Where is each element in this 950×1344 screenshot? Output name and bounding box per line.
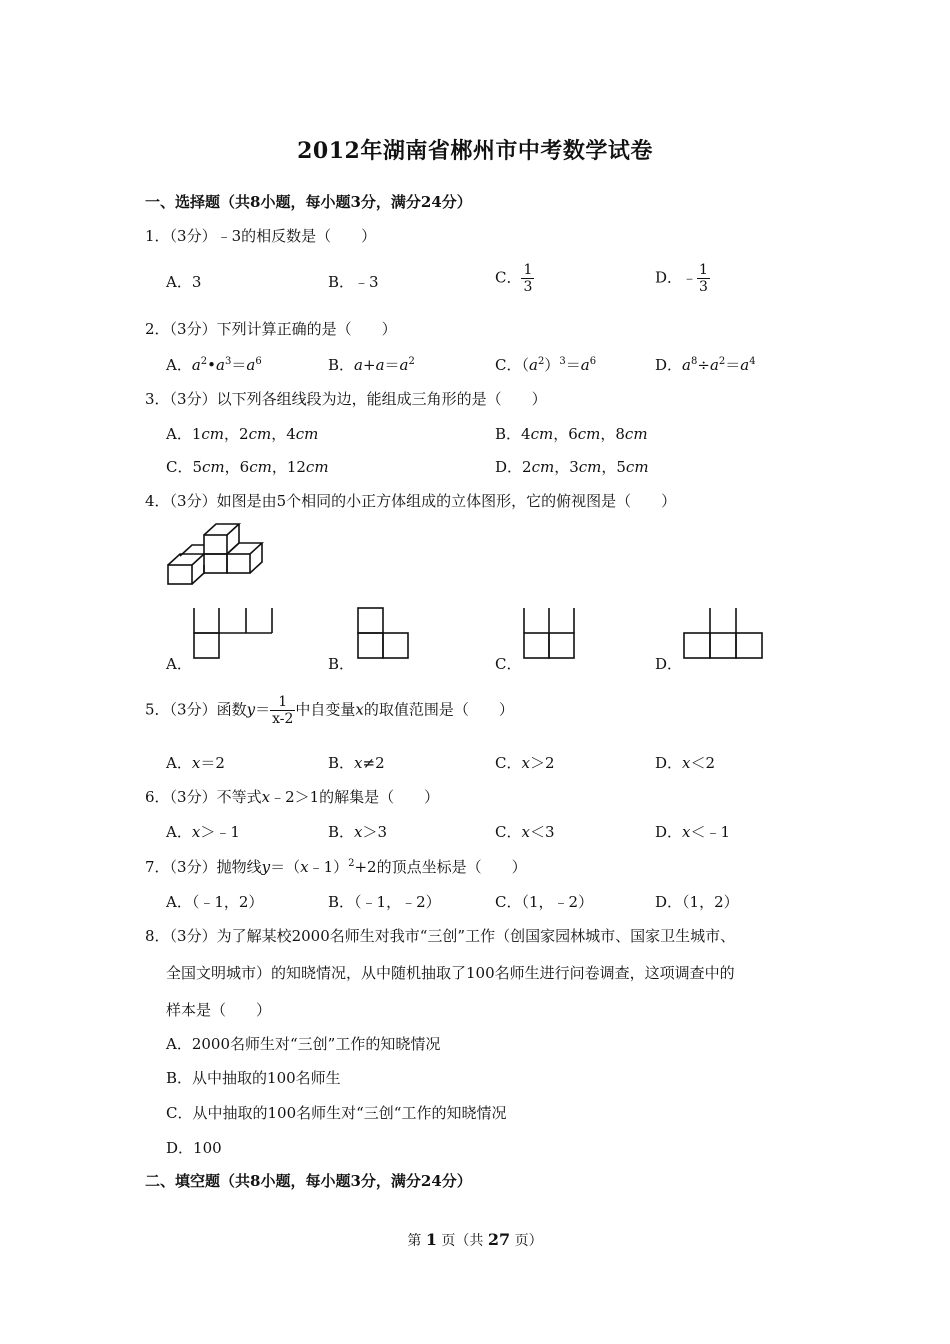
unit: cm bbox=[577, 425, 601, 443]
option-label: A． bbox=[166, 823, 192, 841]
q1-option-d bbox=[655, 262, 710, 295]
fraction-denominator: x-2 bbox=[272, 711, 294, 727]
num: ，5 bbox=[601, 458, 626, 476]
operator: + bbox=[362, 356, 376, 374]
q8-option-c: C．从中抽取的100名师生对“三创“工作的知晓情况 bbox=[166, 1104, 507, 1122]
var: x bbox=[682, 754, 691, 772]
stem-text: ﹣2＞1的解集是（ ） bbox=[270, 788, 440, 806]
option-label: A． bbox=[166, 356, 192, 374]
stem-text: ﹣1） bbox=[308, 858, 349, 876]
var: y bbox=[261, 858, 271, 876]
minus-sign: ﹣ bbox=[682, 268, 698, 287]
var: y bbox=[246, 700, 256, 719]
option-label: D． bbox=[655, 356, 683, 374]
fraction-numerator: 1 bbox=[699, 262, 708, 278]
option-label: B． bbox=[328, 823, 355, 841]
num: ，6 bbox=[224, 458, 250, 476]
var: x bbox=[521, 823, 530, 841]
question-1-stem: 1．（3分）﹣3的相反数是（ ） bbox=[145, 227, 377, 245]
option-label: C． bbox=[495, 823, 522, 841]
q3-option-d bbox=[495, 456, 649, 477]
section-2-heading: 二、填空题（共8小题，每小题3分，满分24分） bbox=[145, 1172, 472, 1190]
fraction-denominator: 3 bbox=[523, 279, 533, 295]
option-text: ＜2 bbox=[690, 754, 716, 772]
operator: • bbox=[207, 356, 217, 374]
var: a bbox=[191, 356, 201, 374]
stem-text: 7．（3分）抛物线 bbox=[145, 858, 262, 876]
section-1-heading: 一、选择题（共8小题，每小题3分，满分24分） bbox=[145, 193, 472, 211]
footer-text: 页） bbox=[510, 1233, 543, 1249]
var: x bbox=[191, 754, 201, 772]
option-text: ＞3 bbox=[362, 823, 388, 841]
exponent: 2 bbox=[348, 858, 355, 869]
var: a bbox=[529, 356, 538, 374]
cube-figure bbox=[164, 518, 274, 588]
page-number: 1 bbox=[425, 1230, 437, 1249]
unit: cm bbox=[624, 425, 648, 443]
fraction-numerator: 1 bbox=[270, 694, 295, 711]
stem-text: +2的顶点坐标是（ ） bbox=[354, 858, 527, 876]
q1-option-c bbox=[495, 262, 534, 295]
unit: cm bbox=[305, 458, 329, 476]
q7-option-d: D．（1，2） bbox=[655, 893, 739, 911]
stem-text: 5．（3分）函数 bbox=[145, 700, 247, 719]
q4-option-a: A． bbox=[166, 655, 192, 673]
footer-text: 页（共 bbox=[436, 1233, 488, 1249]
question-7-stem bbox=[145, 856, 527, 877]
q5-option-c bbox=[495, 752, 555, 773]
q3-option-b bbox=[495, 423, 648, 444]
q6-option-b bbox=[328, 821, 387, 842]
exponent: 2 bbox=[718, 356, 726, 367]
option-label: D． bbox=[655, 823, 683, 841]
q2-option-b bbox=[328, 354, 415, 375]
q4-option-b: B． bbox=[328, 655, 355, 673]
stem-text: 的取值范围是（ ） bbox=[363, 700, 514, 719]
paren: ） bbox=[544, 356, 560, 374]
q1-option-a: A．3 bbox=[166, 273, 202, 291]
var: x bbox=[300, 858, 309, 876]
num: ，4 bbox=[271, 425, 296, 443]
exponent: 4 bbox=[749, 356, 756, 367]
option-text: ＞2 bbox=[529, 754, 555, 772]
stem-text: ＝（ bbox=[270, 858, 301, 876]
unit: cm bbox=[625, 458, 649, 476]
q2-option-a bbox=[166, 354, 262, 375]
option-label: B． bbox=[328, 754, 355, 772]
unit: cm bbox=[295, 425, 319, 443]
option-text: ＝2 bbox=[200, 754, 225, 772]
q1-fraction-d bbox=[697, 262, 710, 295]
q4-option-d: D． bbox=[655, 655, 683, 673]
q4-option-b-figure bbox=[356, 606, 412, 660]
unit: cm bbox=[249, 458, 272, 476]
var: x bbox=[261, 788, 271, 806]
question-6-stem bbox=[145, 786, 439, 807]
q1-option-d-label: D． bbox=[655, 268, 683, 287]
q4-option-a-figure bbox=[192, 606, 276, 660]
exponent: 2 bbox=[408, 356, 415, 367]
q8-option-d: D．100 bbox=[166, 1139, 222, 1157]
num: 1 bbox=[191, 425, 202, 443]
question-8-line-2: 全国文明城市）的知晓情况，从中随机抽取了100名师生进行问卷调查，这项调查中的 bbox=[166, 964, 735, 982]
q5-option-a bbox=[166, 752, 225, 773]
num: 4 bbox=[521, 425, 531, 443]
question-3-stem: 3．（3分）以下列各组线段为边，能组成三角形的是（ ） bbox=[145, 390, 547, 408]
var: x bbox=[682, 823, 691, 841]
num: ，8 bbox=[600, 425, 625, 443]
q6-option-d bbox=[655, 821, 730, 842]
unit: cm bbox=[578, 458, 602, 476]
q6-option-c bbox=[495, 821, 555, 842]
question-5-stem bbox=[145, 694, 514, 727]
var: x bbox=[521, 754, 530, 772]
page-footer bbox=[0, 1230, 950, 1250]
option-text: ＜﹣1 bbox=[690, 823, 731, 841]
unit: cm bbox=[531, 458, 555, 476]
q1-option-c-label: C． bbox=[495, 268, 522, 287]
q6-option-a bbox=[166, 821, 240, 842]
option-label: D． bbox=[495, 458, 523, 476]
q7-option-a: A．（﹣1，2） bbox=[166, 893, 264, 911]
q4-option-c: C． bbox=[495, 655, 522, 673]
num: ，3 bbox=[554, 458, 579, 476]
option-label: B． bbox=[495, 425, 522, 443]
option-text: ＞﹣1 bbox=[200, 823, 240, 841]
total-pages: 27 bbox=[487, 1230, 511, 1249]
operator: ÷ bbox=[697, 356, 710, 374]
var: a bbox=[375, 356, 385, 374]
page-title: 2012年湖南省郴州市中考数学试卷 bbox=[297, 138, 653, 164]
var: x bbox=[355, 700, 364, 719]
footer-text: 第 bbox=[407, 1233, 426, 1249]
q7-option-b: B．（﹣1，﹣2） bbox=[328, 893, 441, 911]
var: a bbox=[740, 356, 750, 374]
unit: cm bbox=[530, 425, 554, 443]
q2-option-d bbox=[655, 354, 756, 375]
q4-option-c-figure bbox=[522, 606, 578, 660]
paren: （ bbox=[521, 356, 529, 374]
unit: cm bbox=[201, 425, 225, 443]
q8-option-b: B．从中抽取的100名师生 bbox=[166, 1069, 341, 1087]
operator: ＝ bbox=[725, 356, 741, 374]
var: a bbox=[246, 356, 256, 374]
operator: ＝ bbox=[384, 356, 400, 374]
option-label: D． bbox=[655, 754, 683, 772]
q4-option-d-figure bbox=[682, 606, 766, 660]
exponent: 2 bbox=[537, 356, 545, 367]
operator: ＝ bbox=[255, 700, 271, 719]
q3-option-a bbox=[166, 423, 318, 444]
option-label: B． bbox=[328, 356, 355, 374]
operator: ＝ bbox=[231, 356, 247, 374]
option-text: ＜3 bbox=[529, 823, 555, 841]
num: ，2 bbox=[224, 425, 249, 443]
question-8-line-1: 8．（3分）为了解某校2000名师生对我市“三创”工作（创国家园林城市、国家卫生城市、 bbox=[145, 927, 736, 945]
var: a bbox=[216, 356, 225, 374]
q5-option-d bbox=[655, 752, 715, 773]
option-label: C． bbox=[495, 356, 522, 374]
option-label: A． bbox=[166, 425, 192, 443]
q2-option-c bbox=[495, 354, 596, 375]
fraction-denominator: 3 bbox=[699, 279, 708, 295]
var: a bbox=[399, 356, 409, 374]
exponent: 3 bbox=[559, 356, 566, 367]
unit: cm bbox=[202, 458, 225, 476]
exponent: 6 bbox=[589, 356, 597, 367]
option-text: ≠2 bbox=[362, 754, 385, 772]
var: x bbox=[191, 823, 201, 841]
var: x bbox=[354, 823, 363, 841]
var: a bbox=[682, 356, 691, 374]
option-label: C． bbox=[495, 754, 522, 772]
stem-text: 6．（3分）不等式 bbox=[145, 788, 262, 806]
q8-option-a: A．2000名师生对“三创”工作的知晓情况 bbox=[166, 1035, 441, 1053]
num: ，12 bbox=[271, 458, 306, 476]
question-8-line-3: 样本是（ ） bbox=[166, 1001, 272, 1019]
num: 2 bbox=[522, 458, 532, 476]
q5-option-b bbox=[328, 752, 385, 773]
exponent: 2 bbox=[200, 356, 208, 367]
exponent: 8 bbox=[690, 356, 698, 367]
var: a bbox=[580, 356, 590, 374]
num: 5 bbox=[192, 458, 203, 476]
question-4-stem: 4．（3分）如图是由5个相同的小正方体组成的立体图形，它的俯视图是（ ） bbox=[145, 492, 677, 510]
question-2-stem: 2．（3分）下列计算正确的是（ ） bbox=[145, 320, 397, 338]
q3-option-c bbox=[166, 456, 329, 477]
num: ，6 bbox=[553, 425, 578, 443]
fraction-numerator: 1 bbox=[523, 262, 533, 278]
option-label: C． bbox=[166, 458, 193, 476]
unit: cm bbox=[248, 425, 272, 443]
option-label: A． bbox=[166, 754, 192, 772]
var: a bbox=[354, 356, 363, 374]
var: a bbox=[709, 356, 719, 374]
q1-fraction-c bbox=[521, 262, 534, 295]
q7-option-c: C．（1，﹣2） bbox=[495, 893, 594, 911]
stem-text: 中自变量 bbox=[295, 700, 356, 719]
exponent: 3 bbox=[224, 356, 232, 367]
operator: ＝ bbox=[565, 356, 581, 374]
var: x bbox=[354, 754, 363, 772]
q1-option-b: B．﹣3 bbox=[328, 273, 379, 291]
exponent: 6 bbox=[255, 356, 262, 367]
q5-fraction bbox=[270, 694, 295, 727]
